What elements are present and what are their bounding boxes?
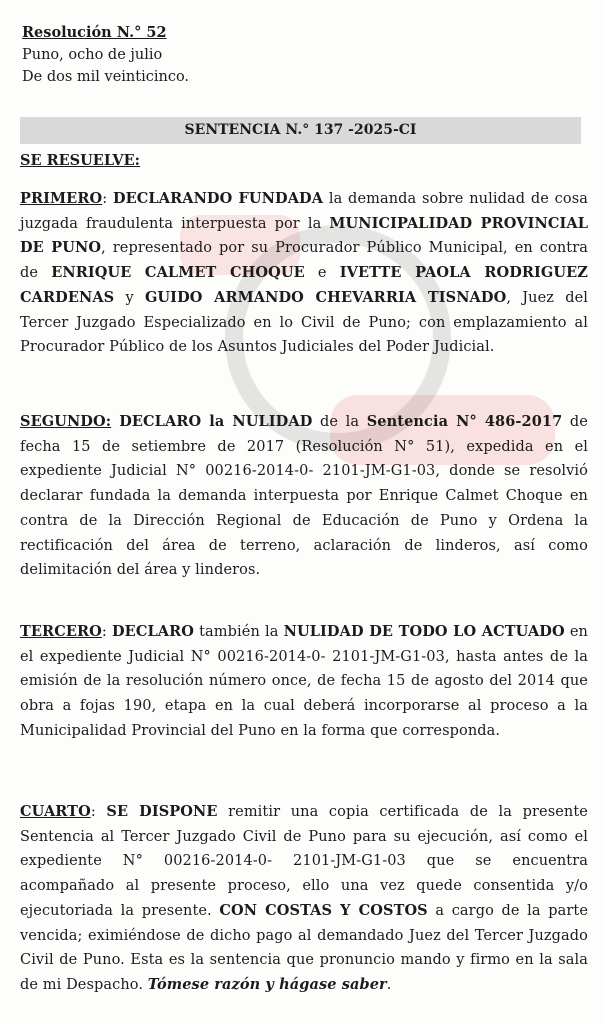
sentence-title-bar: SENTENCIA N.° 137 -2025-CI (20, 117, 581, 144)
cuarto-label: CUARTO (20, 803, 91, 820)
document-header (22, 22, 189, 88)
resolution-number: Resolución N.° 52 (22, 24, 167, 41)
paragraph-cuarto: CUARTO: SE DISPONE remitir una copia certificada de la presente Sentencia al Tercer Juzgado Civil de Puno para su ejecución, así como el expediente N° 00216-2014-0- 2101-JM-G1-03 que se encuentra acompañado al presente proceso, ello una vez quede consentida y/o ejecutoriada la presente. CON COSTAS Y COSTOS a cargo de la parte vencida; eximiéndose de dicho pago al demandado Juez del Tercer Juzgado Civil de Puno. Esta es la sentencia que pronuncio mando y firmo en la sala de mi Despacho. Tómese razón y hágase saber. (20, 803, 589, 993)
place-date: Puno, ocho de julio (22, 47, 163, 63)
paragraph-tercero: TERCERO: DECLARO también la NULIDAD DE TODO LO ACTUADO en el expediente Judicial N° 00216-2014-0- 2101-JM-G1-03, hasta antes de la emisión de la resolución número once, de fecha 15 de agosto del 2014 que obra a fojas 190, etapa en la cual deberá incorporarse al proceso a la Municipalidad Provincial del Puno en la forma que corresponda. (20, 623, 588, 739)
se-resuelve-heading: SE RESUELVE: (20, 152, 140, 169)
primero-label: PRIMERO (20, 190, 103, 207)
tercero-label: TERCERO (20, 623, 102, 640)
paragraph-segundo: SEGUNDO: DECLARO la NULIDAD de la Sentencia N° 486-2017 de fecha 15 de setiembre de 2017 (Resolución N° 51), expedida en el expediente Judicial N° 00216-2014-0- 2101-JM-G1-03, donde se resolvió declarar fundada la demanda interpuesta por Enrique Calmet Choque en contra de la Dirección Regional de Educación de Puno y Ordena la rectificación del área de terreno, aclaración de linderos, así como delimitación del área y linderos. (20, 413, 588, 579)
paragraph-primero: PRIMERO: DECLARANDO FUNDADA la demanda sobre nulidad de cosa juzgada fraudulenta interpuesta por la MUNICIPALIDAD PROVINCIAL DE PUNO, representado por su Procurador Público Municipal, en contra de ENRIQUE CALMET CHOQUE e IVETTE PAOLA RODRIGUEZ CARDENAS y GUIDO ARMANDO CHEVARRIA TISNADO, Juez del Tercer Juzgado Especializado en lo Civil de Puno; con emplazamiento al Procurador Público de los Asuntos Judiciales del Poder Judicial. (20, 190, 589, 356)
date-year: De dos mil veinticinco. (22, 69, 190, 85)
segundo-label: SEGUNDO: (20, 413, 112, 430)
